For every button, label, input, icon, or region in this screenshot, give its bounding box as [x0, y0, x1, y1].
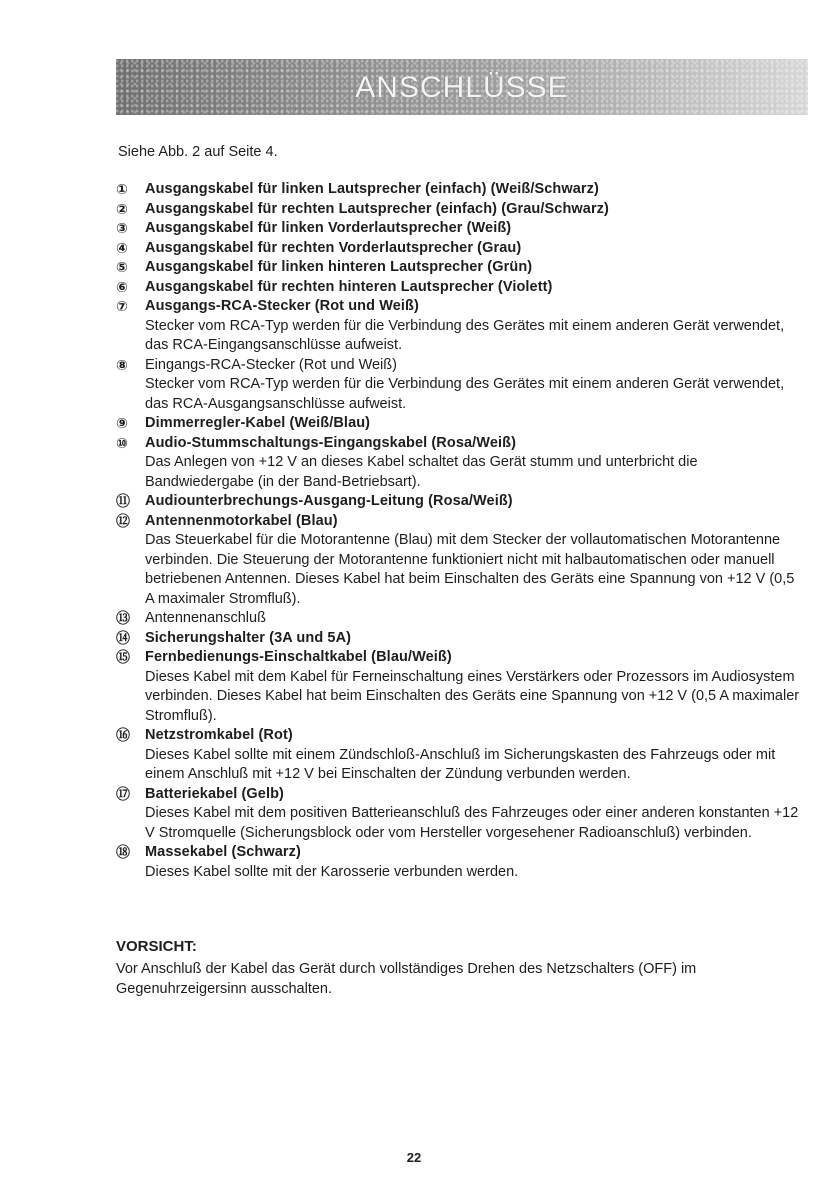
list-item: [116, 512, 806, 610]
item-number: ⑥: [116, 278, 128, 295]
item-description: Dieses Kabel sollte mit einem Zündschloß-Anschluß im Sicherungskasten des Fahrzeugs oder mit einem Anschluß mit +12 V bei Einschalten der Zündung verbunden werden.: [145, 746, 776, 782]
item-description: Das Anlegen von +12 V an dieses Kabel schaltet das Gerät stumm und unterbricht die Bandwiedergabe (in der Band-Betriebsart).: [145, 454, 698, 490]
item-title: Ausgangskabel für rechten Lautsprecher (einfach) (Grau/Schwarz): [145, 200, 609, 217]
item-title: Antennenanschluß: [145, 610, 266, 626]
item-description: Dieses Kabel mit dem positiven Batterieanschluß des Fahrzeuges oder einer anderen konstanten +12 V Stromquelle (Sicherungsblock oder vom Hersteller vorgesehener Radioanschluß) verbinden.: [145, 805, 799, 841]
list-item: [116, 200, 806, 220]
item-title: Antennenmotorkabel (Blau): [145, 512, 338, 529]
item-title: Dimmerregler-Kabel (Weiß/Blau): [145, 415, 371, 431]
list-item: [116, 785, 806, 844]
item-title: Ausgangskabel für rechten hinteren Lautsprecher (Violett): [145, 278, 553, 295]
header-band: [116, 59, 808, 115]
item-description: Dieses Kabel mit dem Kabel für Ferneinschaltung eines Verstärkers oder Prozessors im Audiosystem verbinden. Dieses Kabel hat beim Einschalten des Geräts eine Spannung von +12 V (0,5 A maximaler Stromfluß).: [145, 668, 800, 724]
item-description: Stecker vom RCA-Typ werden für die Verbindung des Gerätes mit einem anderen Gerät verwendet, das RCA-Ausgangsanschlüsse aufweist.: [145, 376, 785, 412]
item-number: ②: [116, 200, 128, 217]
item-number: ①: [116, 181, 128, 197]
item-title: Netzstromkabel (Rot): [145, 727, 293, 743]
list-item: [116, 297, 806, 356]
list-item: [116, 434, 806, 493]
item-number: ⑰: [116, 785, 130, 802]
list-item: [116, 492, 806, 512]
list-item: [116, 239, 806, 259]
item-number: ⑮: [116, 649, 130, 665]
list-item: [116, 180, 806, 200]
item-title: Fernbedienungs-Einschaltkabel (Blau/Weiß): [145, 649, 452, 665]
item-number: ⑪: [116, 493, 130, 509]
list-item: [116, 726, 806, 785]
item-title: Ausgangskabel für linken Vorderlautsprecher (Weiß): [145, 220, 512, 236]
item-title: Audiounterbrechungs-Ausgang-Leitung (Rosa/Weiß): [145, 493, 513, 509]
warning-text: Vor Anschluß der Kabel das Gerät durch vollständiges Drehen des Netzschalters (OFF) im Gegenuhrzeigersinn ausschalten.: [116, 961, 697, 997]
item-title: Ausgangskabel für linken hinteren Lautsprecher (Grün): [145, 259, 533, 275]
intro-text: Siehe Abb. 2 auf Seite 4.: [118, 144, 278, 160]
list-item: [116, 258, 806, 278]
item-description: Dieses Kabel sollte mit der Karosserie verbunden werden.: [145, 863, 519, 880]
list-item: [116, 414, 806, 434]
item-title: Eingangs-RCA-Stecker (Rot und Weiß): [145, 356, 397, 373]
page-number: 22: [406, 1150, 422, 1165]
item-title: Massekabel (Schwarz): [145, 844, 301, 860]
item-title: Sicherungshalter (3A und 5A): [145, 629, 352, 646]
list-item: [116, 219, 806, 239]
list-item: [116, 843, 806, 882]
item-number: ⑬: [116, 610, 130, 626]
item-number: ⑱: [116, 844, 130, 860]
list-item: [116, 648, 806, 726]
item-number: ⑨: [116, 415, 128, 431]
page-title: ANSCHLÜSSE: [355, 71, 569, 104]
item-number: ⑩: [116, 434, 128, 451]
item-number: ③: [116, 220, 128, 236]
item-title: Batteriekabel (Gelb): [145, 785, 284, 802]
item-description: Stecker vom RCA-Typ werden für die Verbindung des Gerätes mit einem anderen Gerät verwendet, das RCA-Eingangsanschlüsse aufweist.: [145, 317, 785, 353]
item-title: Ausgangskabel für rechten Vorderlautsprecher (Grau): [145, 239, 522, 256]
warning-heading: VORSICHT:: [116, 938, 197, 955]
item-number: ⑧: [116, 356, 128, 373]
list-item: [116, 278, 806, 298]
list-item: [116, 609, 806, 629]
item-number: ⑦: [116, 298, 128, 314]
list-item: [116, 629, 806, 649]
item-number: ⑫: [116, 512, 130, 529]
item-number: ⑤: [116, 259, 128, 275]
item-number: ⑯: [116, 727, 130, 743]
connection-list: [116, 180, 806, 882]
item-title: Ausgangskabel für linken Lautsprecher (einfach) (Weiß/Schwarz): [145, 181, 599, 197]
item-title: Audio-Stummschaltungs-Eingangskabel (Rosa/Weiß): [145, 434, 516, 451]
item-number: ⑭: [116, 629, 130, 646]
list-item: [116, 356, 806, 415]
item-title: Ausgangs-RCA-Stecker (Rot und Weiß): [145, 298, 419, 314]
item-number: ④: [116, 239, 128, 256]
item-description: Das Steuerkabel für die Motorantenne (Blau) mit dem Stecker der vollautomatischen Motorantenne verbinden. Die Steuerung der Motorantenne funktioniert nicht mit halbautomatischen oder manuell betriebenen Antennen. Dieses Kabel hat beim Einschalten des Geräts eine Spannung von +12 V (0,5 A maximaler Stromfluß).: [145, 532, 795, 607]
